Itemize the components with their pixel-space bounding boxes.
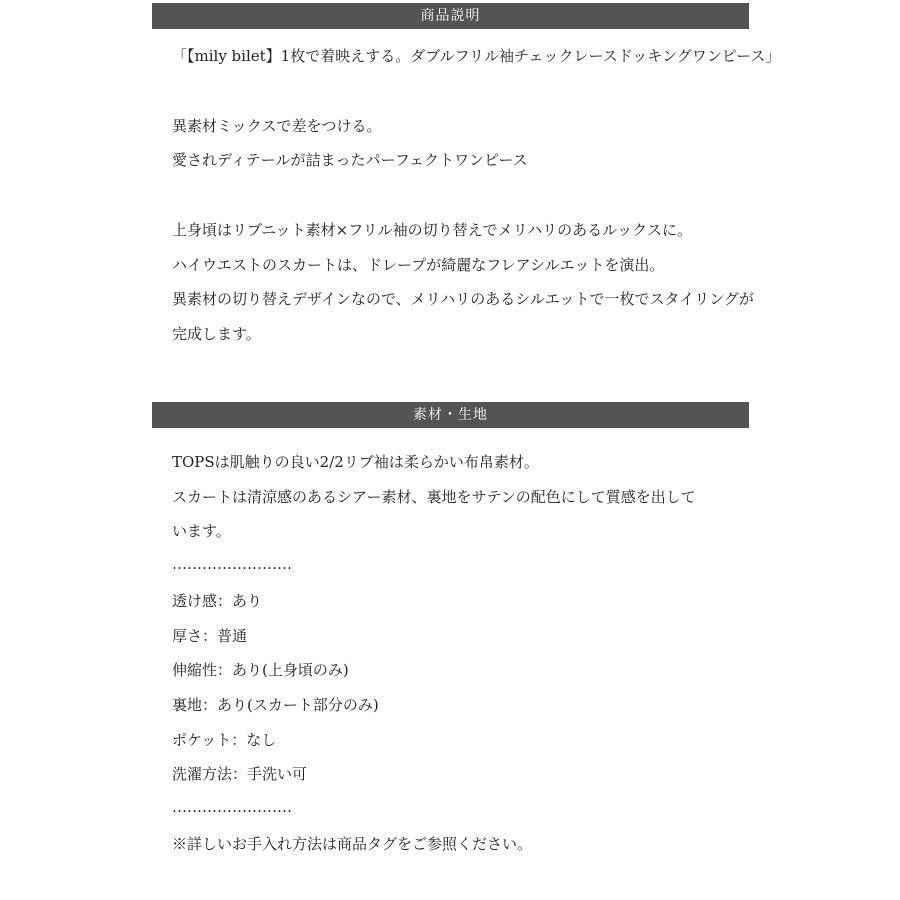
- dotted-divider: ……………………: [172, 555, 292, 573]
- section-header-description: 商品説明: [152, 3, 749, 29]
- section-header-material: 素材・生地: [152, 402, 749, 428]
- description-line: 愛されディテールが詰まったパーフェクトワンピース: [172, 151, 528, 169]
- description-line: 異素材ミックスで差をつける。: [172, 117, 382, 135]
- spec-pocket: ポケット：なし: [172, 731, 277, 749]
- description-line: ハイウエストのスカートは、ドレープが綺麗なフレアシルエットを演出。: [172, 256, 665, 274]
- spec-thickness: 厚さ：普通: [172, 627, 248, 645]
- spec-lining: 裏地：あり(スカート部分のみ): [172, 696, 379, 714]
- description-line: 異素材の切り替えデザインなので、メリハリのあるシルエットで一枚でスタイリングが: [172, 290, 754, 308]
- material-line: います。: [172, 522, 231, 540]
- description-line: 上身頃はリブニット素材×フリル袖の切り替えでメリハリのあるルックスに。: [172, 221, 693, 239]
- material-line: スカートは清涼感のあるシアー素材、裏地をサテンの配色にして質感を出して: [172, 488, 696, 506]
- spec-stretch: 伸縮性：あり(上身頃のみ): [172, 661, 349, 679]
- product-title-line: 「【mily bilet】1枚で着映えする。ダブルフリル袖チェックレースドッキングワンピース」: [172, 47, 781, 65]
- spec-washing: 洗濯方法：手洗い可: [172, 765, 308, 783]
- material-line: TOPSは肌触りの良い2/2リブ袖は柔らかい布帛素材。: [172, 453, 539, 471]
- description-line: 完成します。: [172, 325, 261, 343]
- dotted-divider: ……………………: [172, 798, 292, 816]
- spec-transparency: 透け感：あり: [172, 592, 263, 610]
- care-note: ※詳しいお手入れ方法は商品タグをご参照ください。: [172, 835, 533, 853]
